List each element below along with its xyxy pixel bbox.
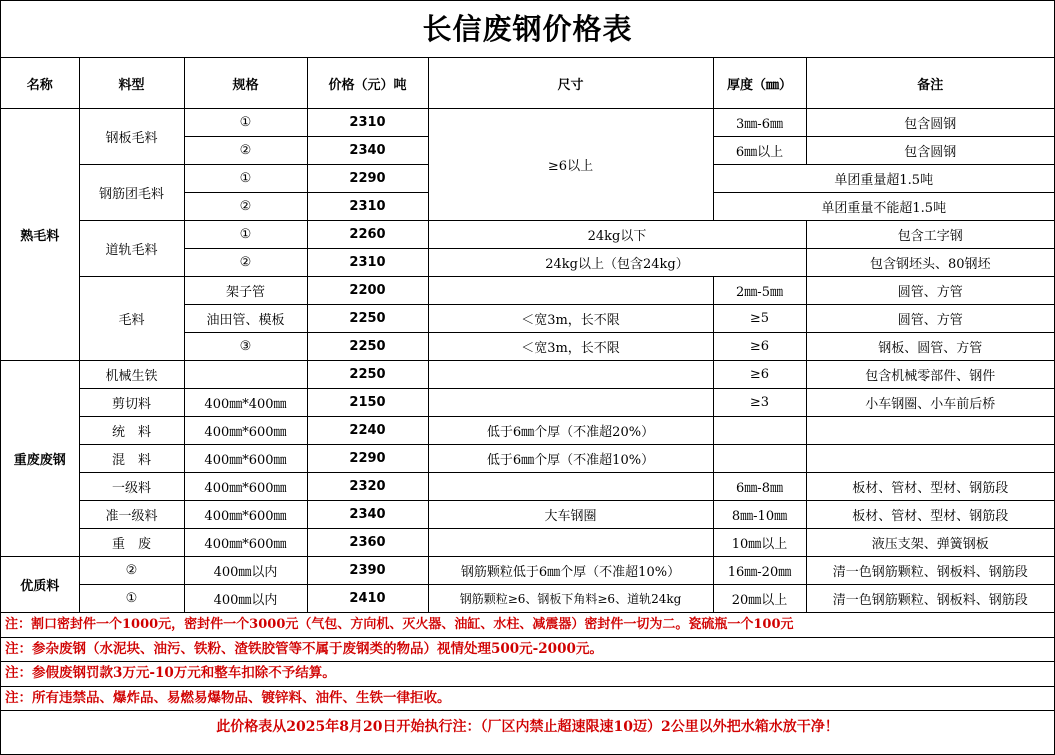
price-table — [1, 58, 1054, 613]
remark-cell: 包含钢坯头、80钢坯 — [806, 249, 1054, 277]
price-cell: 2260 — [307, 221, 428, 249]
spec-cell — [184, 361, 307, 389]
category-cell: 重废废钢 — [1, 361, 79, 557]
size-cell — [428, 529, 713, 557]
table-row — [1, 473, 1054, 501]
type-cell: 一级料 — [79, 473, 184, 501]
remark-cell: 液压支架、弹簧钢板 — [806, 529, 1054, 557]
remark-cell — [806, 417, 1054, 445]
table-row — [1, 361, 1054, 389]
spec-cell: ③ — [184, 333, 307, 361]
thickness-cell: 3㎜-6㎜ — [713, 109, 806, 137]
size-cell — [428, 389, 713, 417]
thickness-cell: 16㎜-20㎜ — [713, 557, 806, 585]
size-cell — [428, 277, 713, 305]
table-header-row — [1, 58, 1054, 109]
type-cell: 准一级料 — [79, 501, 184, 529]
thickness-cell — [713, 417, 806, 445]
thickness-cell: 2㎜-5㎜ — [713, 277, 806, 305]
spec-cell: ① — [184, 165, 307, 193]
note-line: 注：参杂废钢（水泥块、油污、铁粉、渣铁胶管等不属于废钢类的物品）视情处理500元-2000元。 — [1, 638, 1054, 663]
size-cell — [428, 473, 713, 501]
spec-cell: 400㎜以内 — [184, 557, 307, 585]
type-cell: ① — [79, 585, 184, 613]
spec-cell: 400㎜*600㎜ — [184, 501, 307, 529]
header-remark: 备注 — [806, 58, 1054, 109]
footer-notice: 此价格表从2025年8月20日开始执行注：（厂区内禁止超速限速10迈）2公里以外把水箱水放干净！ — [216, 719, 839, 736]
table-row — [1, 501, 1054, 529]
remark-cell: 圆管、方管 — [806, 305, 1054, 333]
size-cell: 钢筋颗粒≥6、钢板下角料≥6、道轨24kg — [428, 585, 713, 613]
table-row — [1, 221, 1054, 249]
table-row — [1, 277, 1054, 305]
price-cell: 2290 — [307, 165, 428, 193]
price-cell: 2360 — [307, 529, 428, 557]
table-row — [1, 529, 1054, 557]
price-cell: 2340 — [307, 501, 428, 529]
spec-cell: 400㎜*600㎜ — [184, 417, 307, 445]
thickness-cell: 6㎜以上 — [713, 137, 806, 165]
size-cell: 低于6㎜个厚（不准超20%） — [428, 417, 713, 445]
size-cell: 钢筋颗粒低于6㎜个厚（不准超10%） — [428, 557, 713, 585]
thickness-cell: ≥3 — [713, 389, 806, 417]
remark-cell: 包含圆钢 — [806, 109, 1054, 137]
remark-cell: 板材、管材、型材、钢筋段 — [806, 501, 1054, 529]
remark-cell: 圆管、方管 — [806, 277, 1054, 305]
remark-cell: 小车钢圈、小车前后桥 — [806, 389, 1054, 417]
price-cell: 2390 — [307, 557, 428, 585]
note-line: 注：割口密封件一个1000元，密封件一个3000元（气包、方向机、灭火器、油缸、水柱、减震器）密封件一切为二。瓷硫瓶一个100元 — [1, 613, 1054, 638]
thickness-cell: 10㎜以上 — [713, 529, 806, 557]
spec-cell: 400㎜以内 — [184, 585, 307, 613]
price-cell: 2290 — [307, 445, 428, 473]
category-cell: 优质料 — [1, 557, 79, 613]
thickness-cell: ≥6 — [713, 361, 806, 389]
spec-cell: 400㎜*400㎜ — [184, 389, 307, 417]
remark-cell: 板材、管材、型材、钢筋段 — [806, 473, 1054, 501]
thickness-cell: 20㎜以上 — [713, 585, 806, 613]
thickness-cell: ≥6 — [713, 333, 806, 361]
remark-cell: 清一色钢筋颗粒、钢板料、钢筋段 — [806, 557, 1054, 585]
size-cell: 大车钢圈 — [428, 501, 713, 529]
price-cell: 2310 — [307, 193, 428, 221]
price-cell: 2310 — [307, 249, 428, 277]
header-type: 料型 — [79, 58, 184, 109]
remark-cell: 钢板、圆管、方管 — [806, 333, 1054, 361]
type-cell: 统 料 — [79, 417, 184, 445]
price-cell: 2310 — [307, 109, 428, 137]
header-name: 名称 — [1, 58, 79, 109]
price-cell: 2250 — [307, 305, 428, 333]
price-cell: 2150 — [307, 389, 428, 417]
price-cell: 2250 — [307, 361, 428, 389]
header-size: 尺寸 — [428, 58, 713, 109]
note-line: 注：参假废钢罚款3万元-10万元和整车扣除不予结算。 — [1, 662, 1054, 687]
size-cell — [428, 361, 713, 389]
thickness-cell: 8㎜-10㎜ — [713, 501, 806, 529]
spec-cell: ② — [184, 249, 307, 277]
price-cell: 2320 — [307, 473, 428, 501]
spec-cell: ① — [184, 221, 307, 249]
header-thickness: 厚度（㎜） — [713, 58, 806, 109]
remark-cell: 单团重量不能超1.5吨 — [713, 193, 1054, 221]
size-cell: ＜宽3m，长不限 — [428, 333, 713, 361]
notes-section — [1, 613, 1054, 711]
type-cell: 毛料 — [79, 277, 184, 361]
size-cell: 低于6㎜个厚（不准超10%） — [428, 445, 713, 473]
type-cell: 机械生铁 — [79, 361, 184, 389]
category-cell: 熟毛料 — [1, 109, 79, 361]
spec-cell: 400㎜*600㎜ — [184, 529, 307, 557]
table-row — [1, 389, 1054, 417]
type-cell: 重 废 — [79, 529, 184, 557]
type-cell: 混 料 — [79, 445, 184, 473]
remark-cell: 包含工字钢 — [806, 221, 1054, 249]
remark-cell: 包含圆钢 — [806, 137, 1054, 165]
size-cell: ≥6以上 — [428, 109, 713, 221]
table-row — [1, 109, 1054, 137]
thickness-cell: 6㎜-8㎜ — [713, 473, 806, 501]
size-cell: ＜宽3m，长不限 — [428, 305, 713, 333]
spec-cell: ② — [184, 137, 307, 165]
table-row — [1, 585, 1054, 613]
spec-cell: 架子管 — [184, 277, 307, 305]
type-cell: 钢筋团毛料 — [79, 165, 184, 221]
size-cell: 24kg以上（包含24kg） — [428, 249, 806, 277]
price-cell: 2200 — [307, 277, 428, 305]
note-line: 注：所有违禁品、爆炸品、易燃易爆物品、镀锌料、油件、生铁一律拒收。 — [1, 687, 1054, 712]
table-row — [1, 417, 1054, 445]
thickness-cell: ≥5 — [713, 305, 806, 333]
header-spec: 规格 — [184, 58, 307, 109]
remark-cell: 清一色钢筋颗粒、钢板料、钢筋段 — [806, 585, 1054, 613]
header-price: 价格（元）吨 — [307, 58, 428, 109]
spec-cell: ① — [184, 109, 307, 137]
price-cell: 2340 — [307, 137, 428, 165]
price-cell: 2250 — [307, 333, 428, 361]
type-cell: 钢板毛料 — [79, 109, 184, 165]
price-cell: 2410 — [307, 585, 428, 613]
table-row — [1, 557, 1054, 585]
size-cell: 24kg以下 — [428, 221, 806, 249]
spec-cell: 400㎜*600㎜ — [184, 445, 307, 473]
type-cell: 道轨毛料 — [79, 221, 184, 277]
type-cell: 剪切料 — [79, 389, 184, 417]
table-row — [1, 445, 1054, 473]
remark-cell: 包含机械零部件、钢件 — [806, 361, 1054, 389]
price-cell: 2240 — [307, 417, 428, 445]
spec-cell: ② — [184, 193, 307, 221]
type-cell: ② — [79, 557, 184, 585]
spec-cell: 油田管、模板 — [184, 305, 307, 333]
remark-cell — [806, 445, 1054, 473]
remark-cell: 单团重量超1.5吨 — [713, 165, 1054, 193]
spec-cell: 400㎜*600㎜ — [184, 473, 307, 501]
page-title: 长信废钢价格表 — [1, 1, 1054, 58]
thickness-cell — [713, 445, 806, 473]
